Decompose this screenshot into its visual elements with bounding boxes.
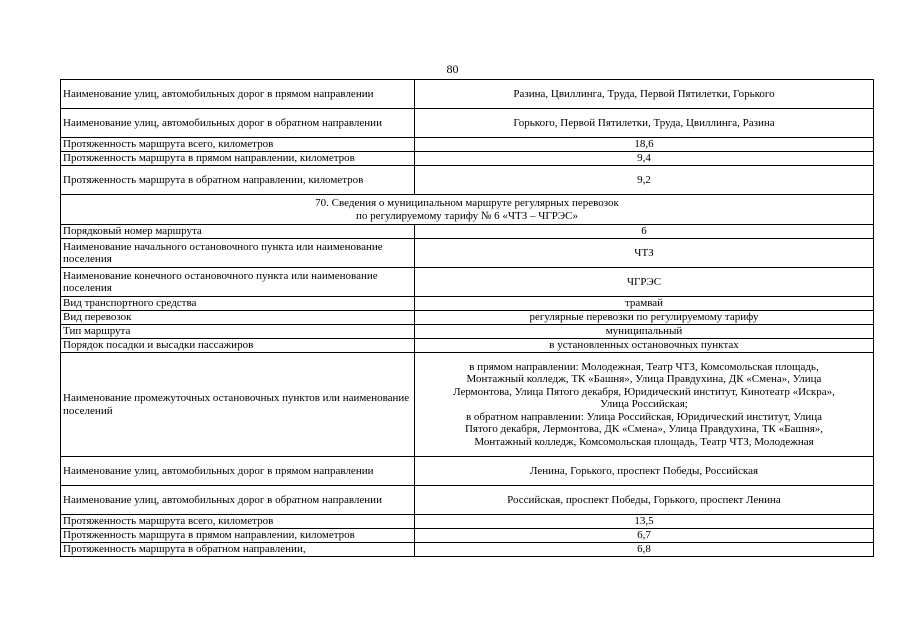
row-value: Горького, Первой Пятилетки, Труда, Цвиллинга, Разина <box>415 109 874 138</box>
row-value: 13,5 <box>415 515 874 529</box>
table-row <box>61 353 874 457</box>
row-label: Вид транспортного средства <box>61 297 415 311</box>
route-info-table <box>60 79 874 557</box>
stops-line: в обратном направлении: Улица Российская, Юридический институт, Улица <box>465 410 822 423</box>
table-row <box>61 486 874 515</box>
table-row <box>61 543 874 557</box>
table-row <box>61 515 874 529</box>
section-heading-row <box>61 195 874 225</box>
table-row <box>61 529 874 543</box>
row-label: Протяженность маршрута всего, километров <box>61 515 415 529</box>
table-row <box>61 457 874 486</box>
row-label: Порядковый номер маршрута <box>61 225 415 239</box>
table-row <box>61 80 874 109</box>
row-value: регулярные перевозки по регулируемому тарифу <box>415 311 874 325</box>
table-row <box>61 166 874 195</box>
row-value: ЧГРЭС <box>415 268 874 297</box>
row-label: Наименование улиц, автомобильных дорог в прямом направлении <box>61 457 415 486</box>
row-value: Российская, проспект Победы, Горького, проспект Ленина <box>415 486 874 515</box>
row-label: Наименование улиц, автомобильных дорог в обратном направлении <box>61 109 415 138</box>
row-label: Протяженность маршрута в обратном направлении, километров <box>61 166 415 195</box>
row-value: ЧТЗ <box>415 239 874 268</box>
row-value: 6 <box>415 225 874 239</box>
row-label: Протяженность маршрута в прямом направлении, километров <box>61 529 415 543</box>
table-row <box>61 311 874 325</box>
row-value: Разина, Цвиллинга, Труда, Первой Пятилетки, Горького <box>415 80 874 109</box>
section-heading <box>61 195 874 225</box>
row-label: Вид перевозок <box>61 311 415 325</box>
table-row <box>61 225 874 239</box>
row-label: Тип маршрута <box>61 325 415 339</box>
section-heading-line: по регулируемому тарифу № 6 «ЧТЗ – ЧГРЭС» <box>356 209 578 222</box>
row-label: Порядок посадки и высадки пассажиров <box>61 339 415 353</box>
row-label: Протяженность маршрута в обратном направлении, <box>61 543 415 557</box>
row-value: трамвай <box>415 297 874 311</box>
table-row <box>61 339 874 353</box>
row-value: 6,8 <box>415 543 874 557</box>
stops-line: Лермонтова, Улица Пятого декабря, Юридический институт, Кинотеатр «Искра», <box>453 385 835 398</box>
row-label: Протяженность маршрута всего, километров <box>61 138 415 152</box>
row-value: в установленных остановочных пунктах <box>415 339 874 353</box>
stops-line: в прямом направлении: Молодежная, Театр ЧТЗ, Комсомольская площадь, <box>469 360 819 373</box>
row-value: 9,4 <box>415 152 874 166</box>
table-row <box>61 152 874 166</box>
row-value: 9,2 <box>415 166 874 195</box>
table-row <box>61 109 874 138</box>
row-value <box>415 353 874 457</box>
row-value: 18,6 <box>415 138 874 152</box>
row-label: Наименование улиц, автомобильных дорог в прямом направлении <box>61 80 415 109</box>
table-row <box>61 268 874 297</box>
stops-line: Улица Российская; <box>600 398 688 411</box>
row-value: 6,7 <box>415 529 874 543</box>
row-label: Наименование улиц, автомобильных дорог в обратном направлении <box>61 486 415 515</box>
table-row <box>61 138 874 152</box>
stops-line: Монтажный колледж, ТК «Башня», Улица Правдухина, ДК «Смена», Улица <box>466 373 822 386</box>
row-value: муниципальный <box>415 325 874 339</box>
row-label: Наименование промежуточных остановочных пунктов или наименование поселений <box>61 353 415 457</box>
table-row <box>61 325 874 339</box>
page-number: 80 <box>446 62 459 76</box>
table-row <box>61 239 874 268</box>
section-heading-line: 70. Сведения о муниципальном маршруте регулярных перевозок <box>315 197 619 209</box>
stops-line: Монтажный колледж, Комсомольская площадь, Театр ЧТЗ, Молодежная <box>474 435 814 448</box>
row-label: Протяженность маршрута в прямом направлении, километров <box>61 152 415 166</box>
stops-line: Пятого декабря, Лермонтова, ДК «Смена», Улица Правдухина, ТК «Башня», <box>464 423 824 436</box>
row-label: Наименование начального остановочного пункта или наименование поселения <box>61 239 415 268</box>
row-value: Ленина, Горького, проспект Победы, Российская <box>415 457 874 486</box>
row-label: Наименование конечного остановочного пункта или наименование поселения <box>61 268 415 297</box>
table-row <box>61 297 874 311</box>
